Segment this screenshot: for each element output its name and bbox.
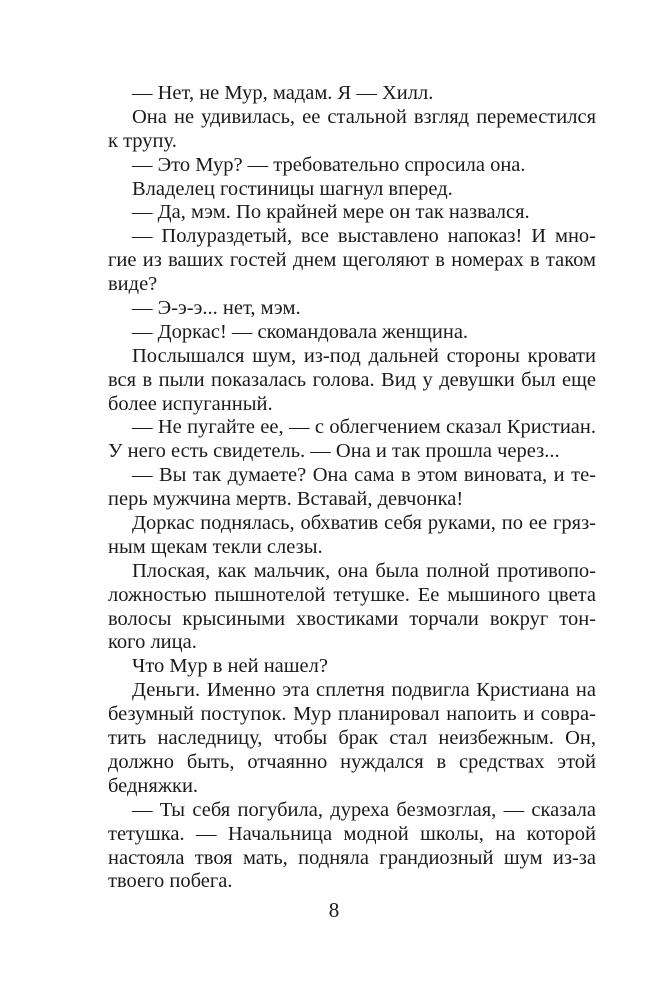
text-line: ным щекам текли слезы. [108, 535, 323, 558]
text-line: бедняжки. [108, 774, 199, 797]
text-line: — Да, мэм. По крайней мере он так назвался. [132, 201, 530, 224]
text-line: — Это Мур? — требовательно спросила она. [132, 153, 526, 176]
text-line: — Э-э-э... нет, мэм. [132, 297, 301, 320]
text-line: — Полураздетый, все выставлено напоказ! И мно- [132, 225, 596, 248]
text-line: волосы крысиными хвостиками торчали вокруг тон- [108, 607, 596, 630]
text-line: — Не пугайте ее, — с облегчением сказал Кристиан. [132, 416, 596, 439]
text-line: тетушка. — Начальница модной школы, на которой [108, 822, 596, 845]
text-line: безумный поступок. Мур планировал напоить и совра- [108, 703, 596, 726]
text-line: более испуганный. [108, 392, 273, 415]
text-line: вся в пыли показалась голова. Вид у девушки был еще [108, 368, 596, 391]
text-line: У него есть свидетель. — Она и так прошла через... [108, 440, 560, 463]
text-line: — Нет, не Мур, мадам. Я — Хилл. [132, 82, 434, 104]
text-line: — Ты себя погубила, дуреха безмозглая, — сказала [132, 798, 596, 821]
text-line: Владелец гостиницы шагнул вперед. [132, 177, 453, 200]
text-line: настояла твоя мать, подняла грандиозный шум из-за [108, 846, 596, 869]
text-line: Деньги. Именно эта сплетня подвигла Кристиана на [132, 679, 596, 702]
page-body [108, 82, 596, 894]
text-line: перь мужчина мертв. Вставай, девчонка! [108, 488, 464, 511]
text-line: гие из ваших гостей днем щеголяют в номерах в таком [108, 249, 596, 272]
text-line: твоего побега. [108, 870, 233, 893]
text-line: ложностью пышнотелой тетушке. Ее мышиного цвета [108, 583, 596, 606]
text-line: кого лица. [108, 631, 197, 654]
text-line: — Вы так думаете? Она сама в этом виновата, и те- [132, 464, 596, 487]
text-line: Она не удивилась, ее стальной взгляд переместился [132, 105, 596, 128]
text-line: Плоская, как мальчик, она была полной противопо- [132, 559, 596, 582]
text-line: тить наследницу, чтобы брак стал неизбежным. Он, [108, 727, 596, 750]
text-line: должно быть, отчаянно нуждался в средствах этой [108, 750, 596, 773]
text-line: Послышался шум, из-под дальней стороны кровати [132, 344, 596, 367]
text-line: к трупу. [108, 129, 177, 152]
text-line: — Доркас! — скомандовала женщина. [132, 320, 469, 343]
text-line: Что Мур в ней нашел? [132, 655, 328, 678]
text-line: Доркас поднялась, обхватив себя руками, по ее гряз- [132, 512, 596, 535]
page-number: 8 [328, 898, 340, 922]
text-line: виде? [108, 273, 158, 296]
